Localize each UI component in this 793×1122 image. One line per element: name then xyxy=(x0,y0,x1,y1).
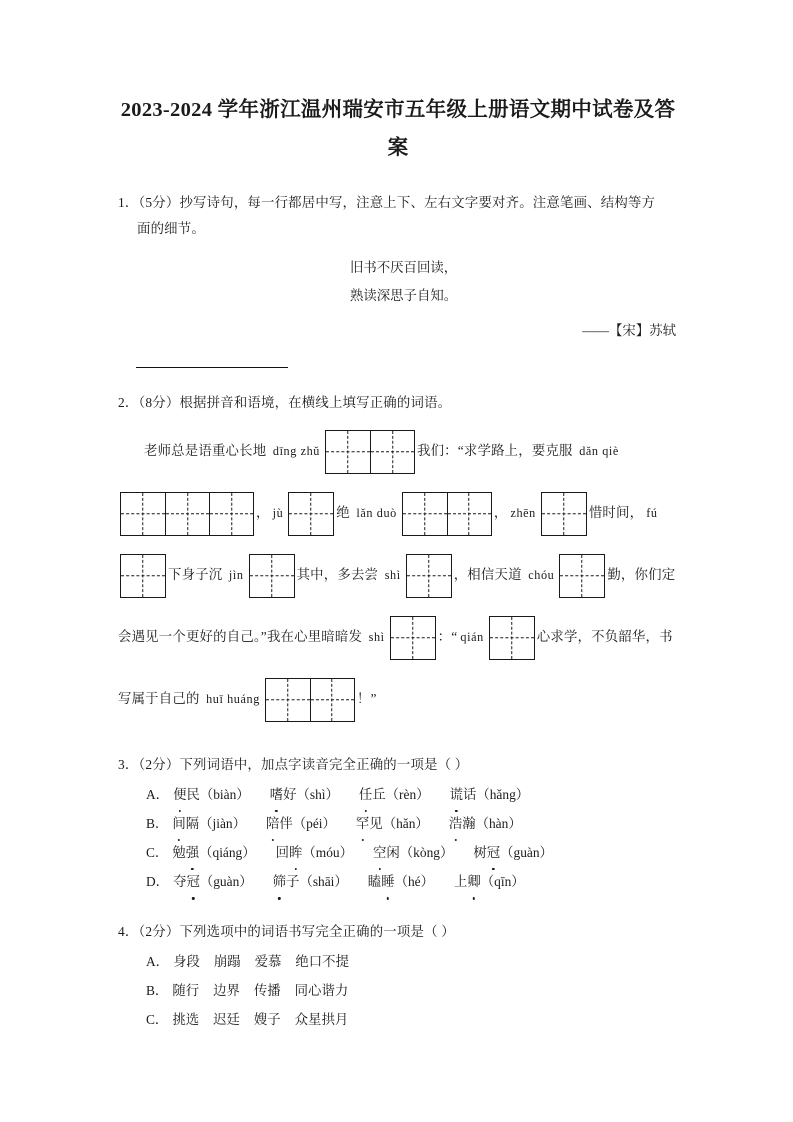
context-text: ：“ xyxy=(437,628,458,644)
plain-char: 瀚 xyxy=(462,816,476,832)
choice-option xyxy=(473,838,553,867)
question-2-stem: 2．（8分）根据拼音和语境，在横线上填写正确的词语。 xyxy=(118,394,452,410)
choice-word: 崩蹋 xyxy=(213,953,241,969)
poem-line-1: 旧书不厌百回读， xyxy=(350,260,458,276)
question-3-choice-3[interactable] xyxy=(118,867,678,896)
context-text: 下身子沉 xyxy=(168,566,226,582)
poem-block xyxy=(118,254,678,310)
tianzige-grid[interactable] xyxy=(390,616,436,660)
dotted-char: 嗜 xyxy=(270,780,283,809)
plain-char: 闲 xyxy=(386,845,400,861)
pinyin-reading: （jiàn） xyxy=(199,816,246,832)
pinyin-reading: （rèn） xyxy=(385,786,430,802)
pinyin-reading: （qiáng） xyxy=(199,845,256,861)
choice-word: 爱慕 xyxy=(254,953,282,969)
pinyin-reading: （hé） xyxy=(394,874,434,890)
plain-char: 见 xyxy=(369,816,383,832)
context-text: ， xyxy=(493,504,508,520)
choice-label: C． xyxy=(146,845,169,861)
choice-word: 迟廷 xyxy=(213,1012,240,1028)
tianzige-grid[interactable] xyxy=(120,492,254,536)
context-text: 老师总是语重心长地 xyxy=(144,442,270,458)
question-1-stem xyxy=(118,190,678,242)
tianzige-cell[interactable] xyxy=(121,493,165,535)
choice-option xyxy=(450,780,530,809)
dotted-char: 谎 xyxy=(450,780,463,809)
plain-char: 民 xyxy=(186,786,200,802)
choice-option xyxy=(172,838,255,867)
choice-label: D． xyxy=(146,874,170,890)
tianzige-cell[interactable] xyxy=(447,493,491,535)
plain-char: 瞌 xyxy=(367,874,382,890)
tianzige-cell[interactable] xyxy=(310,679,354,721)
tianzige-cell[interactable] xyxy=(391,617,435,659)
dotted-char: 冠 xyxy=(487,838,500,867)
dotted-char: 空 xyxy=(373,838,386,867)
context-text: 心求学，不负韶华，书写属于自己的 xyxy=(118,628,673,706)
plain-char: 隔 xyxy=(185,816,200,832)
question-2 xyxy=(118,390,678,730)
tianzige-cell[interactable] xyxy=(542,493,586,535)
plain-char: 子 xyxy=(286,874,300,890)
tianzige-cell[interactable] xyxy=(250,555,294,597)
pinyin-hint: jìn xyxy=(228,567,244,582)
tianzige-cell[interactable] xyxy=(326,431,370,473)
pinyin-hint: dīng zhǔ xyxy=(272,443,320,458)
pinyin-reading: （qīn） xyxy=(480,874,525,890)
context-text: 惜时间， xyxy=(588,504,644,520)
choice-option xyxy=(373,838,453,867)
page-title: 2023-2024 学年浙江温州瑞安市五年级上册语文期中试卷及答案 xyxy=(120,99,676,159)
dotted-char: 强 xyxy=(186,838,199,867)
plain-char: 上 xyxy=(454,874,468,890)
dotted-char: 罕 xyxy=(356,809,369,838)
context-text: 我们：“求学路上，要克服 xyxy=(417,442,577,458)
dotted-char: 任 xyxy=(359,780,372,809)
choice-word: 绝口不提 xyxy=(295,953,349,969)
tianzige-cell[interactable] xyxy=(209,493,253,535)
tianzige-cell[interactable] xyxy=(407,555,451,597)
context-text: 勤，你们定会遇见一个更好的自己。”我在心里暗暗发 xyxy=(118,566,676,644)
question-4-choice-1[interactable] xyxy=(118,976,678,1005)
choice-option xyxy=(173,867,253,896)
context-text: 其中，多去尝 xyxy=(296,566,382,582)
choice-option xyxy=(356,809,429,838)
choice-label: A． xyxy=(146,786,170,802)
pinyin-hint: shì xyxy=(384,567,401,582)
question-3-choice-1[interactable] xyxy=(118,809,678,838)
poem-attribution: ——【宋】苏轼 xyxy=(582,323,676,339)
dotted-char: 睡 xyxy=(381,867,394,896)
plain-char: 勉 xyxy=(172,845,186,861)
question-4-choices xyxy=(118,947,678,1035)
context-text: ， xyxy=(256,504,270,520)
dotted-char: 间 xyxy=(172,809,185,838)
pinyin-hint: jù xyxy=(272,505,284,520)
choice-option xyxy=(368,867,434,896)
pinyin-hint: fú xyxy=(646,505,658,520)
choice-option xyxy=(449,809,522,838)
plain-char: 话 xyxy=(462,786,477,802)
pinyin-reading: （biàn） xyxy=(199,786,250,802)
tianzige-cell[interactable] xyxy=(165,493,209,535)
pinyin-reading: （shāi） xyxy=(299,874,348,890)
tianzige-grid[interactable] xyxy=(265,678,355,722)
choice-option xyxy=(266,809,336,838)
question-1-stem-line2: 面的细节。 xyxy=(137,220,205,236)
pinyin-reading: （móu） xyxy=(302,845,354,861)
question-4 xyxy=(118,919,678,1035)
dotted-char: 浩 xyxy=(449,809,462,838)
tianzige-grid[interactable] xyxy=(402,492,492,536)
choice-word: 边界 xyxy=(213,983,240,999)
tianzige-grid[interactable] xyxy=(406,554,452,598)
tianzige-grid[interactable] xyxy=(541,492,587,536)
question-4-choice-2[interactable] xyxy=(118,1005,678,1034)
tianzige-cell[interactable] xyxy=(266,679,310,721)
plain-char: 丘 xyxy=(372,786,386,802)
dotted-char: 眸 xyxy=(289,838,302,867)
choice-label: B． xyxy=(146,983,169,999)
tianzige-cell[interactable] xyxy=(289,493,333,535)
tianzige-cell[interactable] xyxy=(121,555,165,597)
choice-label: C． xyxy=(146,1012,169,1028)
choice-word: 同心谐力 xyxy=(294,983,349,999)
pinyin-hint: huī huáng xyxy=(206,691,260,706)
question-1 xyxy=(118,190,678,368)
pinyin-reading: （péi） xyxy=(292,816,336,832)
pinyin-hint: shì xyxy=(368,629,385,644)
pinyin-reading: （hǎn） xyxy=(382,816,429,832)
dotted-char: 卿 xyxy=(467,867,480,896)
pinyin-reading: （kòng） xyxy=(399,845,454,861)
tianzige-cell[interactable] xyxy=(403,493,447,535)
context-text: ，相信天道 xyxy=(453,566,526,582)
choice-word: 嫂子 xyxy=(253,1012,281,1028)
question-4-choice-0[interactable] xyxy=(118,947,678,976)
pinyin-reading: （hàn） xyxy=(475,816,522,832)
question-3-choice-2[interactable] xyxy=(118,838,678,867)
pinyin-hint: lǎn duò xyxy=(356,505,397,520)
question-4-stem: 4．（2分）下列选项中的词语书写完全正确的一项是（ ） xyxy=(118,923,455,939)
question-3-choice-0[interactable] xyxy=(118,780,678,809)
choice-word: 挑选 xyxy=(172,1012,200,1028)
pinyin-reading: （guàn） xyxy=(500,845,553,861)
pinyin-reading: （shì） xyxy=(296,786,339,802)
pinyin-hint: dǎn qiè xyxy=(579,443,619,458)
tianzige-grid[interactable] xyxy=(325,430,415,474)
choice-option xyxy=(173,780,250,809)
choice-word: 随行 xyxy=(172,983,200,999)
poem-line-2: 熟读深思子自知。 xyxy=(350,288,458,304)
question-3-stem: 3．（2分）下列词语中，加点字读音完全正确的一项是（ ） xyxy=(118,756,469,772)
pinyin-hint: qián xyxy=(460,629,484,644)
tianzige-grid[interactable] xyxy=(559,554,605,598)
pinyin-reading: （guàn） xyxy=(199,874,253,890)
tianzige-cell[interactable] xyxy=(490,617,534,659)
dotted-char: 陪 xyxy=(266,809,279,838)
pinyin-hint: chóu xyxy=(528,567,555,582)
choice-label: A． xyxy=(146,953,170,969)
context-text: 绝 xyxy=(336,504,354,520)
choice-word: 众星拱月 xyxy=(294,1012,349,1028)
plain-char: 好 xyxy=(283,786,297,802)
choice-label: B． xyxy=(146,816,169,832)
question-1-stem-line1: 1．（5分）抄写诗句，每一行都居中写，注意上下、左右文字要对齐。注意笔画、结构等方 xyxy=(118,194,656,210)
tianzige-grid[interactable] xyxy=(249,554,295,598)
dotted-char: 冠 xyxy=(186,867,199,896)
pinyin-reading: （hǎng） xyxy=(476,786,530,802)
plain-char: 夺 xyxy=(173,874,187,890)
plain-char: 树 xyxy=(473,845,487,861)
question-3-choices xyxy=(118,780,678,897)
dotted-char: 便 xyxy=(173,780,186,809)
choice-option xyxy=(276,838,353,867)
tianzige-grid[interactable] xyxy=(288,492,334,536)
tianzige-cell[interactable] xyxy=(560,555,604,597)
choice-option xyxy=(359,780,430,809)
dotted-char: 筛 xyxy=(273,867,286,896)
context-text: ！” xyxy=(356,690,377,706)
choice-word: 传播 xyxy=(253,983,281,999)
choice-option xyxy=(454,867,525,896)
plain-char: 伴 xyxy=(279,816,293,832)
pinyin-hint: zhēn xyxy=(510,505,536,520)
tianzige-grid[interactable] xyxy=(489,616,535,660)
plain-char: 回 xyxy=(275,845,290,861)
question-2-fill-area[interactable] xyxy=(118,420,678,730)
question-3 xyxy=(118,752,678,897)
answer-line[interactable] xyxy=(136,367,288,368)
choice-option xyxy=(273,867,348,896)
choice-option xyxy=(270,780,339,809)
tianzige-cell[interactable] xyxy=(370,431,414,473)
choice-word: 身段 xyxy=(173,953,200,969)
tianzige-grid[interactable] xyxy=(120,554,166,598)
choice-option xyxy=(172,809,246,838)
